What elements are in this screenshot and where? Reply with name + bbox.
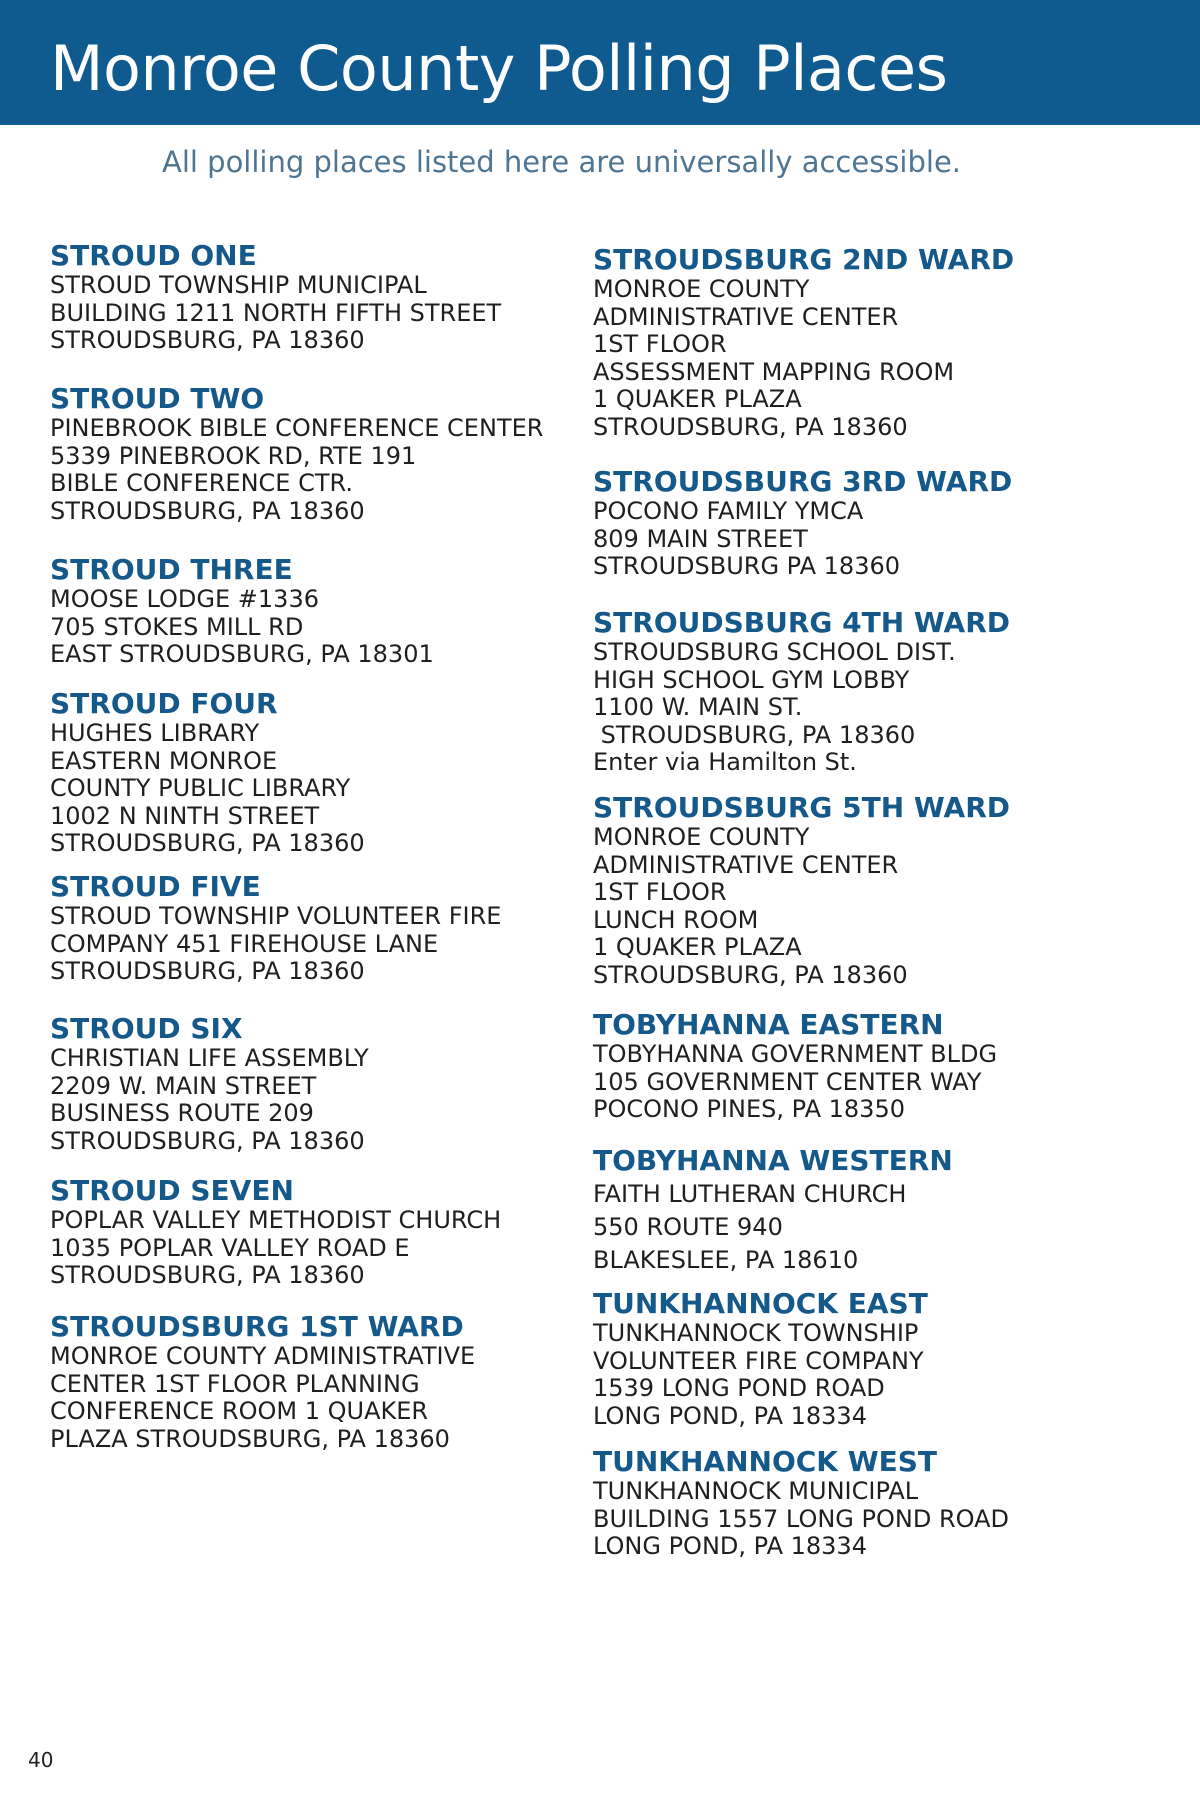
address-line: BUSINESS ROUTE 209	[50, 1099, 314, 1127]
address-line: 5339 PINEBROOK RD, RTE 191	[50, 441, 417, 470]
address-line: MONROE COUNTY ADMINISTRATIVE	[50, 1342, 476, 1370]
address-line: STROUD TOWNSHIP MUNICIPAL	[50, 271, 427, 299]
address-line: LONG POND, PA 18334	[593, 1532, 867, 1560]
precinct-name: STROUD ONE	[50, 239, 257, 272]
address-line: 1 QUAKER PLAZA	[593, 933, 802, 961]
polling-place	[593, 607, 1153, 777]
address-line: LONG POND, PA 18334	[593, 1401, 867, 1430]
accessibility-note: All polling places listed here are universally accessible.	[161, 145, 961, 179]
polling-place	[50, 1175, 570, 1290]
address-line: CHRISTIAN LIFE ASSEMBLY	[50, 1044, 369, 1072]
address-line: STROUDSBURG, PA 18360	[50, 957, 365, 985]
polling-place	[593, 792, 1153, 989]
address-line: STROUDSBURG, PA 18360	[593, 720, 916, 749]
address-line: 705 STOKES MILL RD	[50, 612, 304, 641]
address-line: BIBLE CONFERENCE CTR.	[50, 469, 353, 497]
address-line: BLAKESLEE, PA 18610	[593, 1246, 859, 1274]
polling-place	[50, 688, 570, 858]
address-line: BUILDING 1211 NORTH FIFTH STREET	[50, 298, 502, 327]
address-line: STROUDSBURG SCHOOL DIST.	[593, 638, 956, 666]
precinct-name: STROUD FIVE	[50, 870, 261, 903]
address-line: TUNKHANNOCK TOWNSHIP	[593, 1319, 919, 1347]
address-line: 1002 N NINTH STREET	[50, 801, 320, 830]
page-number: 40	[28, 1748, 54, 1772]
address-line: TUNKHANNOCK MUNICIPAL	[593, 1477, 919, 1505]
address-line: ADMINISTRATIVE CENTER	[593, 302, 899, 331]
precinct-name: STROUDSBURG 3RD WARD	[593, 465, 1013, 498]
precinct-name: STROUD SEVEN	[50, 1174, 294, 1207]
polling-place	[593, 466, 1153, 581]
address-line: POCONO PINES, PA 18350	[593, 1095, 905, 1123]
address-line: STROUDSBURG, PA 18360	[50, 326, 365, 354]
address-line: 1 QUAKER PLAZA	[593, 385, 802, 413]
address-line: 1035 POPLAR VALLEY ROAD E	[50, 1233, 410, 1262]
address-line: COUNTY PUBLIC LIBRARY	[50, 774, 351, 802]
address-line: STROUDSBURG, PA 18360	[50, 1261, 365, 1289]
address-line: POCONO FAMILY YMCA	[593, 497, 864, 525]
address-line: BUILDING 1557 LONG POND ROAD	[593, 1504, 1009, 1533]
polling-place	[50, 240, 570, 355]
address-line: 1ST FLOOR	[593, 330, 727, 358]
address-line: 1ST FLOOR	[593, 878, 727, 906]
precinct-name: STROUD THREE	[50, 553, 293, 586]
polling-place	[50, 1013, 570, 1155]
polling-place	[593, 1009, 1153, 1124]
address-line: LUNCH ROOM	[593, 905, 759, 934]
precinct-name: STROUDSBURG 4TH WARD	[593, 606, 1011, 639]
address-line: TOBYHANNA GOVERNMENT BLDG	[593, 1040, 998, 1068]
address-line: CONFERENCE ROOM 1 QUAKER	[50, 1397, 429, 1425]
address-line: MONROE COUNTY	[593, 823, 810, 851]
address-line: PINEBROOK BIBLE CONFERENCE CENTER	[50, 414, 544, 442]
address-line: ADMINISTRATIVE CENTER	[593, 850, 899, 879]
precinct-name: TOBYHANNA WESTERN	[593, 1144, 953, 1177]
address-line: ASSESSMENT MAPPING ROOM	[593, 357, 955, 386]
address-line: MOOSE LODGE #1336	[50, 585, 319, 613]
address-line: CENTER 1ST FLOOR PLANNING	[50, 1369, 420, 1398]
polling-place	[593, 1145, 1153, 1276]
precinct-name: TUNKHANNOCK WEST	[593, 1445, 938, 1478]
polling-place	[50, 871, 570, 986]
precinct-name: STROUD FOUR	[50, 687, 278, 720]
precinct-name: STROUDSBURG 5TH WARD	[593, 791, 1011, 824]
title-banner	[0, 0, 1200, 125]
address-line: STROUDSBURG, PA 18360	[593, 960, 908, 989]
polling-place	[593, 1446, 1153, 1561]
address-line: 809 MAIN STREET	[593, 524, 808, 553]
address-line: VOLUNTEER FIRE COMPANY	[593, 1346, 924, 1375]
address-line: EASTERN MONROE	[50, 746, 278, 775]
address-line: STROUDSBURG PA 18360	[593, 552, 901, 580]
precinct-name: STROUDSBURG 1ST WARD	[50, 1310, 464, 1343]
precinct-name: STROUD SIX	[50, 1012, 243, 1045]
polling-place	[50, 383, 570, 525]
address-line: 550 ROUTE 940	[593, 1213, 783, 1241]
address-line: STROUDSBURG, PA 18360	[50, 829, 365, 857]
address-line: EAST STROUDSBURG, PA 18301	[50, 640, 434, 668]
polling-place	[593, 1288, 1153, 1430]
address-line: STROUD TOWNSHIP VOLUNTEER FIRE	[50, 902, 502, 930]
address-line: Enter via Hamilton St.	[593, 748, 857, 776]
polling-place	[593, 244, 1153, 441]
address-line: STROUDSBURG, PA 18360	[593, 412, 908, 441]
address-line: MONROE COUNTY	[593, 275, 810, 303]
address-line: COMPANY 451 FIREHOUSE LANE	[50, 929, 439, 958]
address-line: STROUDSBURG, PA 18360	[50, 496, 365, 525]
page-title: Monroe County Polling Places	[50, 32, 948, 105]
address-line: 105 GOVERNMENT CENTER WAY	[593, 1067, 982, 1096]
address-line: POPLAR VALLEY METHODIST CHURCH	[50, 1206, 502, 1234]
address-line: 1539 LONG POND ROAD	[593, 1374, 885, 1402]
address-line: HIGH SCHOOL GYM LOBBY	[593, 665, 910, 694]
precinct-name: STROUD TWO	[50, 382, 265, 415]
address-line: HUGHES LIBRARY	[50, 719, 260, 747]
precinct-name: STROUDSBURG 2ND WARD	[593, 243, 1015, 276]
address-line: 1100 W. MAIN ST.	[593, 693, 803, 721]
address-line: PLAZA STROUDSBURG, PA 18360	[50, 1424, 450, 1453]
address-line: STROUDSBURG, PA 18360	[50, 1126, 365, 1155]
polling-place	[50, 1311, 570, 1453]
precinct-name: TUNKHANNOCK EAST	[593, 1287, 928, 1320]
precinct-name: TOBYHANNA EASTERN	[593, 1008, 944, 1041]
polling-place	[50, 554, 570, 669]
address-line: FAITH LUTHERAN CHURCH	[593, 1180, 907, 1208]
address-line: 2209 W. MAIN STREET	[50, 1071, 317, 1100]
